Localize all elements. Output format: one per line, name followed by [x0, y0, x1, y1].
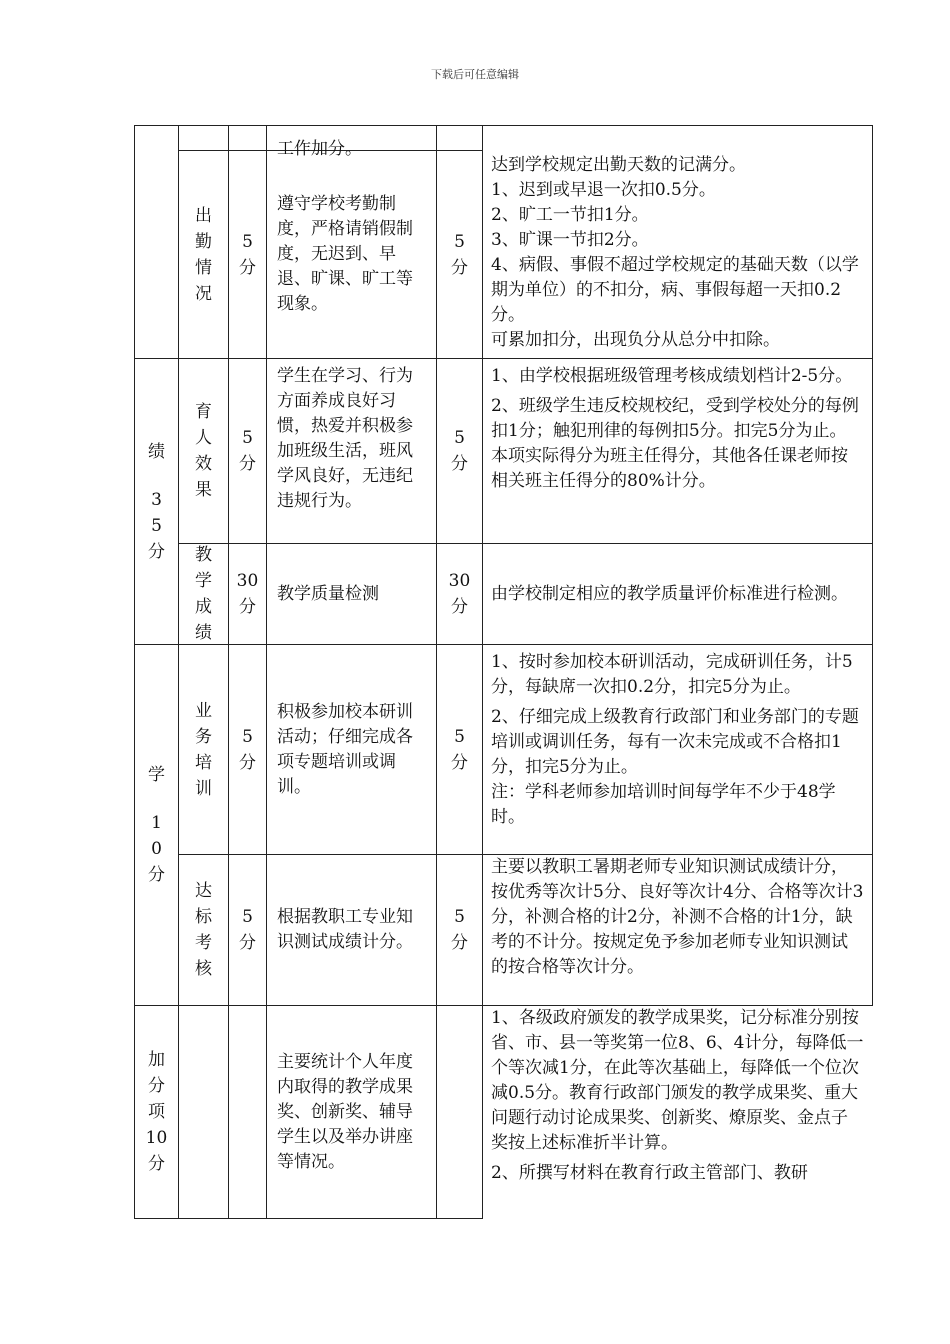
- training-points: 5分: [239, 726, 256, 773]
- training-item: 业务培训: [195, 700, 212, 799]
- rule-line: 主要以教职工暑期老师专业知识测试成绩计分，按优秀等次计5分、良好等次计4分、合格等次计3分，补测合格的计2分，补测不合格的计1分，缺考的不计分。按规定免予参加老师专业知识测试的按合格等次计分。: [491, 857, 864, 977]
- attendance-rules: [483, 153, 872, 358]
- rule-line: 2、旷工一节扣1分。: [491, 205, 649, 225]
- training-criteria: 积极参加校本研训活动；仔细完成各项专题培训或调训。: [277, 701, 413, 797]
- rule-line: 1、由学校根据班级管理考核成绩划档计2-5分。: [491, 366, 853, 386]
- teaching-result-criteria: 教学质量检测: [277, 583, 379, 604]
- teaching-result-score: 30分: [448, 571, 471, 617]
- training-score: 5分: [451, 726, 468, 773]
- rule-line: 1、迟到或早退一次扣0.5分。: [491, 180, 716, 200]
- rule-line: 1、各级政府颁发的教学成果奖，记分标准分别按省、市、县一等奖第一位8、6、4计分，每降低一个等次减1分，在此等次基础上，每降低一个位次减0.5分。教育行政部门颁发的教学成果奖、重大问题行动讨论成果奖、创新奖、燎原奖、金点子奖按上述标准折半计算。: [491, 1008, 864, 1153]
- category-bonus: 加分项10分: [145, 1050, 168, 1174]
- education-effect-score: 5分: [451, 428, 468, 474]
- teaching-result-rules: [483, 544, 872, 644]
- carry-criteria: 工作加分。: [277, 139, 362, 159]
- bonus-rules: [483, 1006, 872, 1219]
- education-effect-points: 5分: [239, 428, 256, 474]
- teaching-result-item: 教学成绩: [195, 545, 212, 643]
- attendance-score: 5分: [451, 231, 468, 278]
- rule-line: 2、所撰写材料在教育行政主管部门、教研: [491, 1163, 808, 1183]
- assessment-criteria: 根据教职工专业知识测试成绩计分。: [277, 907, 413, 952]
- rule-line: 3、旷课一节扣2分。: [491, 230, 649, 250]
- rule-line: 4、病假、事假不超过学校规定的基础天数（以学期为单位）的不扣分，病、事假每超一天扣0.2分。: [491, 255, 859, 325]
- attendance-points: 5分: [239, 231, 256, 278]
- education-effect-rules: [483, 364, 872, 543]
- rule-line: 达到学校规定出勤天数的记满分。: [491, 155, 746, 175]
- attendance-item: 出勤情况: [195, 205, 212, 304]
- bonus-criteria: 主要统计个人年度内取得的教学成果奖、创新奖、辅导学生以及举办讲座等情况。: [277, 1051, 413, 1172]
- rule-line: 1、按时参加校本研训活动，完成研训任务，计5分，每缺席一次扣0.2分，扣完5分为止。: [491, 652, 853, 697]
- assessment-score: 5分: [451, 907, 468, 953]
- category-performance: 绩 35分: [148, 441, 165, 562]
- training-rules: [483, 650, 872, 854]
- assessment-points: 5分: [239, 907, 256, 953]
- assessment-rules: [483, 855, 872, 1005]
- rule-line: 2、班级学生违反校规校纪，受到学校处分的每例扣1分；触犯刑律的每例扣5分。扣完5分为止。: [491, 396, 859, 441]
- assessment-item: 达标考核: [195, 881, 212, 979]
- rule-line: 由学校制定相应的教学质量评价标准进行检测。: [491, 583, 848, 604]
- education-effect-item: 育人效果: [195, 402, 212, 500]
- education-effect-criteria: 学生在学习、行为方面养成良好习惯，热爱并积极参加班级生活，班风学风良好，无违纪违规行为。: [277, 366, 413, 511]
- rule-line: 可累加扣分，出现负分从总分中扣除。: [491, 330, 780, 350]
- rule-line: 本项实际得分为班主任得分，其他各任课老师按相关班主任得分的80%计分。: [491, 446, 848, 491]
- rule-line: 2、仔细完成上级教育行政部门和业务部门的专题培训或调训任务，每有一次未完成或不合格扣1分，扣完5分为止。: [491, 707, 859, 777]
- rule-line: 注：学科老师参加培训时间每学年不少于48学时。: [491, 782, 836, 827]
- category-study: 学 10分: [148, 765, 165, 885]
- teaching-result-points: 30分: [236, 571, 259, 617]
- page-header: 下载后可任意编辑: [431, 68, 519, 81]
- attendance-criteria: 遵守学校考勤制度，严格请销假制度，无迟到、早退、旷课、旷工等现象。: [277, 194, 413, 314]
